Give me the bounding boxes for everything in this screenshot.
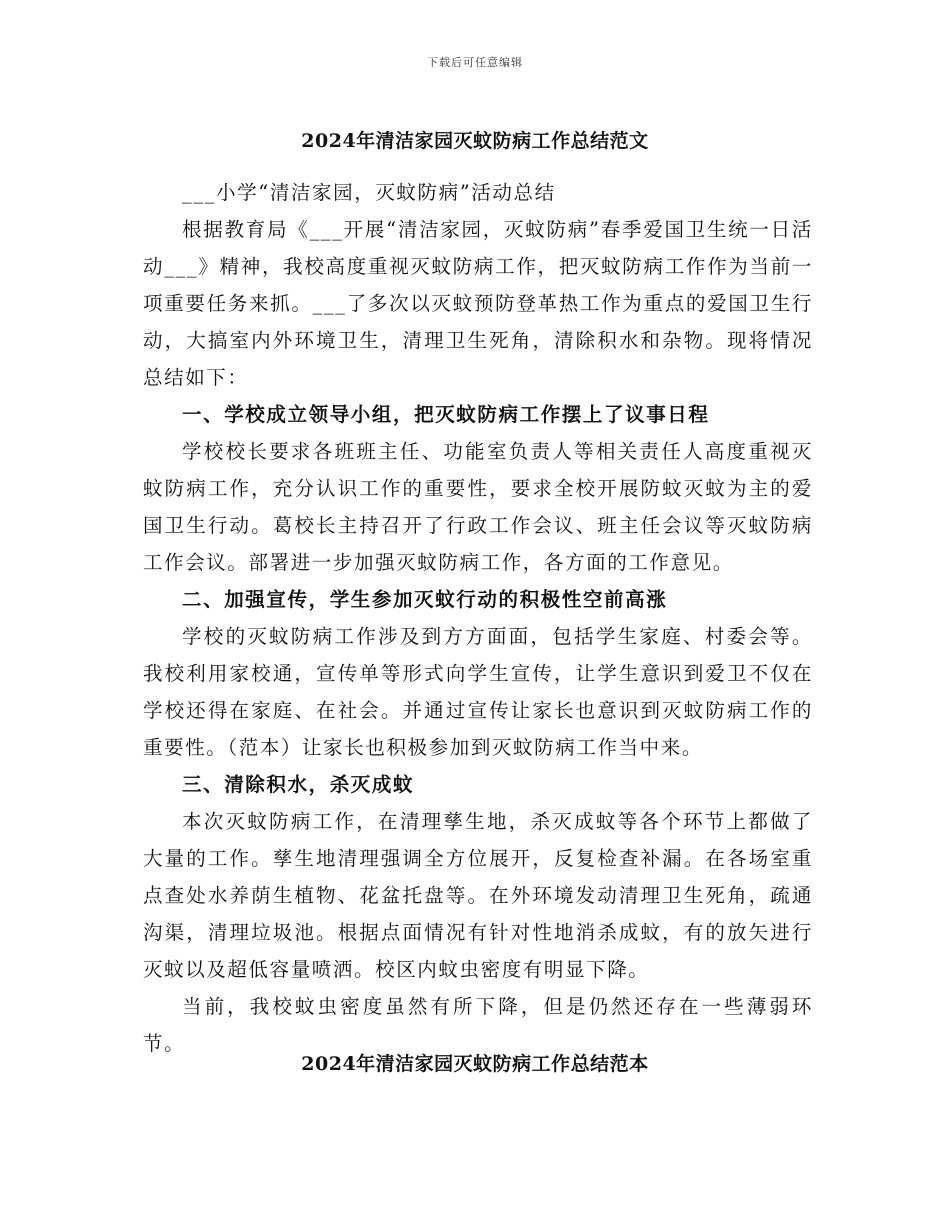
section-heading-2: 二、加强宣传，学生参加灭蚊行动的积极性空前高涨 [182,588,668,611]
second-document-title: 2024年清洁家园灭蚊防病工作总结范本 [301,1053,649,1075]
paragraph-conclusion: 当前，我校蚊虫密度虽然有所下降，但是仍然还存在一些薄弱环节。 [143,995,813,1055]
header-note: 下载后可任意编辑 [427,56,523,69]
paragraph-section-1: 学校校长要求各班班主任、功能室负责人等相关责任人高度重视灭蚊防病工作，充分认识工作的重要性，要求全校开展防蚊灭蚊为主的爱国卫生行动。葛校长主持召开了行政工作会议、班主任会议等灭蚊防病工作会议。部署进一步加强灭蚊防病工作，各方面的工作意见。 [143,440,813,574]
paragraph-background: 根据教育局《___开展“清洁家园，灭蚊防病”春季爱国卫生统一日活动___》精神，我校高度重视灭蚊防病工作，把灭蚊防病工作作为当前一项重要任务来抓。___了多次以灭蚊预防登革热工作为重点的爱国卫生行动，大搞室内外环境卫生，清理卫生死角，清除积水和杂物。现将情况总结如下： [143,218,813,389]
document-body [143,174,813,1062]
section-heading-3: 三、清除积水，杀灭成蚊 [182,773,415,796]
paragraph-section-2: 学校的灭蚊防病工作涉及到方方面面，包括学生家庭、村委会等。我校利用家校通，宣传单等形式向学生宣传，让学生意识到爱卫不仅在学校还得在家庭、在社会。并通过宣传让家长也意识到灭蚊防病工作的重要性。（范本）让家长也积极参加到灭蚊防病工作当中来。 [143,625,813,759]
document-title: 2024年清洁家园灭蚊防病工作总结范文 [301,130,649,152]
paragraph-intro: ___小学“清洁家园，灭蚊防病”活动总结 [182,181,556,204]
section-heading-1: 一、学校成立领导小组，把灭蚊防病工作摆上了议事日程 [182,403,710,426]
paragraph-section-3: 本次灭蚊防病工作，在清理孳生地，杀灭成蚊等各个环节上都做了大量的工作。孳生地清理强调全方位展开，反复检查补漏。在各场室重点查处水养荫生植物、花盆托盘等。在外环境发动清理卫生死角，疏通沟渠，清理垃圾池。根据点面情况有针对性地消杀成蚊，有的放矢进行灭蚊以及超低容量喷洒。校区内蚊虫密度有明显下降。 [143,810,813,981]
